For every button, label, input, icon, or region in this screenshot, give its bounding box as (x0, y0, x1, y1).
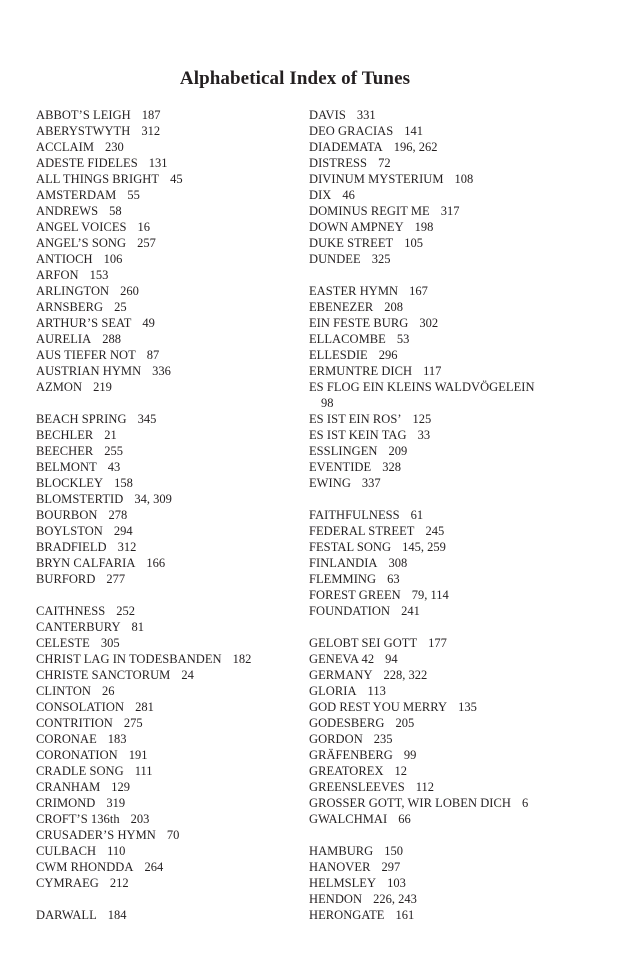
tune-name: GRÄFENBERG (309, 748, 393, 762)
page-number: 219 (93, 380, 112, 394)
index-entry (309, 651, 609, 667)
page-number: 94 (385, 652, 398, 666)
page-number: 184 (107, 908, 127, 922)
tune-name: HAMBURG (309, 844, 374, 858)
index-entry (309, 123, 609, 139)
page-number: 16 (137, 220, 151, 234)
tune-name: GREATOREX (309, 764, 384, 778)
page-number: 158 (114, 476, 133, 490)
page-number: 208 (384, 300, 404, 314)
index-entry (309, 587, 609, 603)
page-number: 297 (381, 860, 401, 874)
tune-name: AUSTRIAN HYMN (36, 364, 142, 378)
tune-name: CORONAE (36, 732, 97, 746)
tune-name: AMSTERDAM (36, 188, 117, 202)
tune-name: HERONGATE (309, 908, 385, 922)
index-entry (309, 315, 609, 331)
index-entry (309, 571, 609, 587)
page-number: 198 (414, 220, 434, 234)
index-entry (309, 203, 609, 219)
tune-name: ELLESDIE (309, 348, 368, 362)
index-entry (36, 299, 298, 315)
page-number: 125 (412, 412, 432, 426)
index-entry (36, 619, 298, 635)
index-entry (309, 251, 609, 267)
index-entry (309, 683, 609, 699)
page-number: 337 (361, 476, 381, 490)
tune-name: AZMON (36, 380, 83, 394)
index-entry (36, 555, 298, 571)
page-number: 63 (387, 572, 400, 586)
page-number: 226, 243 (373, 892, 417, 906)
page-number: 12 (394, 764, 408, 778)
page-number: 264 (144, 860, 164, 874)
index-entry (36, 283, 298, 299)
page-number: 33 (417, 428, 431, 442)
page-number: 21 (104, 428, 117, 442)
index-entry (36, 507, 298, 523)
tune-name: EIN FESTE BURG (309, 316, 409, 330)
page-number: 212 (109, 876, 129, 890)
page-number: 255 (104, 444, 124, 458)
index-entry (36, 235, 298, 251)
index-entry (309, 843, 609, 859)
index-entry (309, 171, 609, 187)
page-number: 6 (521, 796, 529, 810)
index-entry (309, 699, 609, 715)
tune-name: EWING (309, 476, 351, 490)
index-entry (36, 203, 298, 219)
index-entry (309, 907, 609, 923)
tune-name: CRIMOND (36, 796, 96, 810)
tune-name: GELOBT SEI GOTT (309, 636, 418, 650)
tune-name: CYMRAEG (36, 876, 99, 890)
page-number: 183 (107, 732, 127, 746)
tune-name: GROSSER GOTT, WIR LOBEN DICH (309, 796, 511, 810)
tune-name: FESTAL SONG (309, 540, 392, 554)
page-number: 58 (109, 204, 122, 218)
page-number: 336 (152, 364, 171, 378)
page-number: 278 (108, 508, 128, 522)
tune-name: FINLANDIA (309, 556, 378, 570)
tune-name: BOYLSTON (36, 524, 103, 538)
index-column-left (36, 107, 298, 923)
page-number: 230 (105, 140, 124, 154)
tune-name: DEO GRACIAS (309, 124, 394, 138)
index-entry (36, 171, 298, 187)
page-number: 135 (458, 700, 477, 714)
tune-name: HENDON (309, 892, 363, 906)
index-entry (36, 315, 298, 331)
page-number: 26 (101, 684, 115, 698)
index-entry (309, 139, 609, 155)
index-entry (36, 267, 298, 283)
page-number: 312 (117, 540, 137, 554)
page-number: 70 (166, 828, 180, 842)
page-number: 106 (103, 252, 123, 266)
page-number: 55 (127, 188, 140, 202)
index-entry (36, 411, 298, 427)
tune-name: CANTERBURY (36, 620, 121, 634)
tune-name: EBENEZER (309, 300, 374, 314)
tune-name: FEDERAL STREET (309, 524, 415, 538)
index-entry (309, 107, 609, 123)
page-number: 112 (415, 780, 435, 794)
index-entry (309, 779, 609, 795)
tune-name: BEECHER (36, 444, 94, 458)
index-entry (309, 347, 609, 363)
tune-name: ARTHUR’S SEAT (36, 316, 132, 330)
tune-name: FOUNDATION (309, 604, 391, 618)
tune-name: GENEVA 42 (309, 652, 375, 666)
index-entry (309, 539, 609, 555)
tune-name: CRANHAM (36, 780, 101, 794)
index-entry (36, 651, 298, 667)
index-entry (309, 411, 609, 427)
tune-name: DIADEMATA (309, 140, 383, 154)
index-entry (36, 331, 298, 347)
index-entry (309, 507, 609, 523)
index-entry (36, 907, 298, 923)
index-entry (36, 539, 298, 555)
page-number: 305 (100, 636, 120, 650)
tune-name: FOREST GREEN (309, 588, 401, 602)
index-entry (309, 155, 609, 171)
page-number: 252 (116, 604, 135, 618)
tune-name: ESSLINGEN (309, 444, 378, 458)
page-number: 113 (367, 684, 386, 698)
tune-name: DUKE STREET (309, 236, 394, 250)
page-number: 53 (396, 332, 410, 346)
index-entry (309, 443, 609, 459)
tune-name: HANOVER (309, 860, 371, 874)
index-entry (309, 731, 609, 747)
page-number: 294 (113, 524, 133, 538)
tune-name: GOD REST YOU MERRY (309, 700, 448, 714)
page-number: 34, 309 (134, 492, 172, 506)
tune-name: BRYN CALFARIA (36, 556, 136, 570)
index-entry (309, 219, 609, 235)
page-number: 98 (321, 396, 334, 410)
page-number: 203 (130, 812, 150, 826)
tune-name: GODESBERG (309, 716, 385, 730)
tune-name: DARWALL (36, 908, 97, 922)
tune-name: BEACH SPRING (36, 412, 127, 426)
tune-name: ANGEL’S SONG (36, 236, 127, 250)
tune-name: ACCLAIM (36, 140, 94, 154)
tune-name: FLEMMING (309, 572, 377, 586)
tune-name: GORDON (309, 732, 363, 746)
tune-name: HELMSLEY (309, 876, 377, 890)
page-number: 209 (388, 444, 408, 458)
index-entry (36, 779, 298, 795)
index-entry (309, 363, 609, 379)
tune-name: CROFT’S 136th (36, 812, 120, 826)
page-number: 72 (378, 156, 391, 170)
index-entry (36, 603, 298, 619)
page-number: 105 (404, 236, 423, 250)
page-number: 275 (123, 716, 143, 730)
page-number: 331 (356, 108, 376, 122)
tune-name: CAITHNESS (36, 604, 106, 618)
page-number: 150 (384, 844, 403, 858)
tune-name: GERMANY (309, 668, 373, 682)
tune-name: ARFON (36, 268, 79, 282)
tune-name: ES FLOG EIN KLEINS WALDVÖGELEIN (309, 380, 535, 394)
page-number: 328 (382, 460, 401, 474)
index-entry (309, 459, 609, 475)
tune-name: CRADLE SONG (36, 764, 124, 778)
index-entry (36, 763, 298, 779)
page-number: 43 (107, 460, 121, 474)
index-entry (36, 827, 298, 843)
tune-name: CRUSADER’S HYMN (36, 828, 156, 842)
page-number: 319 (106, 796, 126, 810)
page-number: 161 (395, 908, 415, 922)
index-entry (36, 731, 298, 747)
page-number: 99 (403, 748, 417, 762)
index-entry (36, 379, 298, 395)
page-number: 79, 114 (411, 588, 449, 602)
index-entry (36, 491, 298, 507)
page-number: 241 (401, 604, 420, 618)
index-entry (36, 875, 298, 891)
page-number: 235 (373, 732, 393, 746)
tune-name: BURFORD (36, 572, 96, 586)
index-entry (309, 795, 609, 811)
tune-name: ANTIOCH (36, 252, 93, 266)
index-entry (36, 523, 298, 539)
page-number: 205 (395, 716, 415, 730)
tune-name: BELMONT (36, 460, 97, 474)
index-entry (309, 379, 609, 411)
index-entry (36, 427, 298, 443)
page-number: 257 (137, 236, 156, 250)
index-entry (309, 299, 609, 315)
page-number: 312 (141, 124, 161, 138)
tune-name: DOWN AMPNEY (309, 220, 404, 234)
page-number: 131 (148, 156, 168, 170)
tune-name: DIVINUM MYSTERIUM (309, 172, 444, 186)
index-entry (36, 843, 298, 859)
tune-name: ALL THINGS BRIGHT (36, 172, 160, 186)
index-entry (36, 715, 298, 731)
index-entry (36, 123, 298, 139)
index-entry (36, 107, 298, 123)
tune-name: ERMUNTRE DICH (309, 364, 413, 378)
index-entry (36, 187, 298, 203)
page-number: 24 (181, 668, 194, 682)
page-number: 81 (131, 620, 145, 634)
page-number: 187 (141, 108, 161, 122)
tune-name: BECHLER (36, 428, 94, 442)
index-entry (309, 235, 609, 251)
page-number: 153 (89, 268, 109, 282)
index-entry (309, 331, 609, 347)
page-number: 46 (342, 188, 355, 202)
index-entry (36, 363, 298, 379)
tune-name: ANDREWS (36, 204, 99, 218)
page-number: 296 (378, 348, 398, 362)
index-entry (36, 139, 298, 155)
page-number: 141 (404, 124, 423, 138)
tune-name: CELESTE (36, 636, 90, 650)
page-number: 129 (111, 780, 130, 794)
tune-name: CLINTON (36, 684, 91, 698)
tune-name: CORONATION (36, 748, 118, 762)
tune-name: AURELIA (36, 332, 92, 346)
tune-name: CHRIST LAG IN TODESBANDEN (36, 652, 222, 666)
tune-name: BOURBON (36, 508, 98, 522)
page-number: 111 (134, 764, 153, 778)
tune-name: AUS TIEFER NOT (36, 348, 136, 362)
tune-name: CHRISTE SANCTORUM (36, 668, 171, 682)
tune-name: BLOMSTERTID (36, 492, 124, 506)
index-entry (309, 635, 609, 651)
tune-name: DUNDEE (309, 252, 361, 266)
index-entry (36, 811, 298, 827)
page-number: 302 (419, 316, 439, 330)
page-number: 245 (425, 524, 445, 538)
tune-name: DAVIS (309, 108, 346, 122)
page-number: 228, 322 (383, 668, 428, 682)
index-entry (36, 571, 298, 587)
index-entry (36, 683, 298, 699)
page-number: 196, 262 (393, 140, 438, 154)
index-entry (309, 475, 609, 491)
tune-name: DIX (309, 188, 332, 202)
index-entry (36, 459, 298, 475)
tune-name: ES IST EIN ROS’ (309, 412, 402, 426)
index-entry (36, 443, 298, 459)
page-number: 108 (454, 172, 474, 186)
index-column-right (309, 107, 609, 923)
tune-name: CULBACH (36, 844, 97, 858)
index-entry (309, 875, 609, 891)
tune-name: ARLINGTON (36, 284, 110, 298)
page-number: 166 (146, 556, 166, 570)
page-number: 110 (107, 844, 126, 858)
index-entry (309, 187, 609, 203)
page-number: 345 (137, 412, 157, 426)
index-entry (309, 859, 609, 875)
page-number: 317 (440, 204, 460, 218)
tune-name: GLORIA (309, 684, 357, 698)
index-entry (36, 635, 298, 651)
page-number: 288 (102, 332, 121, 346)
index-entry (36, 475, 298, 491)
tune-name: ELLACOMBE (309, 332, 386, 346)
tune-name: DISTRESS (309, 156, 368, 170)
page-number: 308 (388, 556, 408, 570)
tune-name: ABBOT’S LEIGH (36, 108, 131, 122)
page-number: 61 (410, 508, 424, 522)
page-number: 25 (114, 300, 127, 314)
index-entry (36, 251, 298, 267)
page-number: 45 (170, 172, 183, 186)
index-entry (309, 427, 609, 443)
tune-name: GWALCHMAI (309, 812, 388, 826)
tune-name: ES IST KEIN TAG (309, 428, 407, 442)
index-entry (309, 891, 609, 907)
index-entry (309, 667, 609, 683)
page-number: 49 (142, 316, 155, 330)
index-entry (309, 603, 609, 619)
index-entry (36, 699, 298, 715)
page-number: 117 (423, 364, 442, 378)
index-entry (309, 555, 609, 571)
page-number: 260 (120, 284, 139, 298)
tune-name: GREENSLEEVES (309, 780, 405, 794)
tune-name: ANGEL VOICES (36, 220, 127, 234)
page-number: 66 (398, 812, 411, 826)
page-number: 177 (428, 636, 447, 650)
index-entry (309, 763, 609, 779)
page-number: 167 (409, 284, 428, 298)
index-entry (36, 155, 298, 171)
tune-name: ABERYSTWYTH (36, 124, 131, 138)
tune-name: CWM RHONDDA (36, 860, 134, 874)
index-entry (36, 859, 298, 875)
tune-name: EASTER HYMN (309, 284, 399, 298)
index-entry (36, 667, 298, 683)
page-number: 281 (135, 700, 154, 714)
tune-name: BRADFIELD (36, 540, 107, 554)
tune-name: BLOCKLEY (36, 476, 104, 490)
page-number: 191 (128, 748, 148, 762)
page-number: 103 (387, 876, 406, 890)
page-number: 145, 259 (402, 540, 446, 554)
index-entry (36, 219, 298, 235)
page-number: 182 (232, 652, 252, 666)
tune-name: ADESTE FIDELES (36, 156, 138, 170)
page-title: Alphabetical Index of Tunes (179, 67, 411, 89)
tune-name: DOMINUS REGIT ME (309, 204, 430, 218)
page-number: 277 (106, 572, 126, 586)
index-entry (309, 715, 609, 731)
index-entry (309, 523, 609, 539)
index-entry (309, 283, 609, 299)
tune-name: FAITHFULNESS (309, 508, 400, 522)
tune-name: ARNSBERG (36, 300, 104, 314)
page-number: 325 (371, 252, 391, 266)
index-entry (36, 747, 298, 763)
index-entry (309, 811, 609, 827)
tune-name: EVENTIDE (309, 460, 372, 474)
index-entry (309, 747, 609, 763)
tune-name: CONTRITION (36, 716, 113, 730)
index-entry (36, 795, 298, 811)
page-number: 87 (146, 348, 160, 362)
index-entry (36, 347, 298, 363)
tune-name: CONSOLATION (36, 700, 125, 714)
